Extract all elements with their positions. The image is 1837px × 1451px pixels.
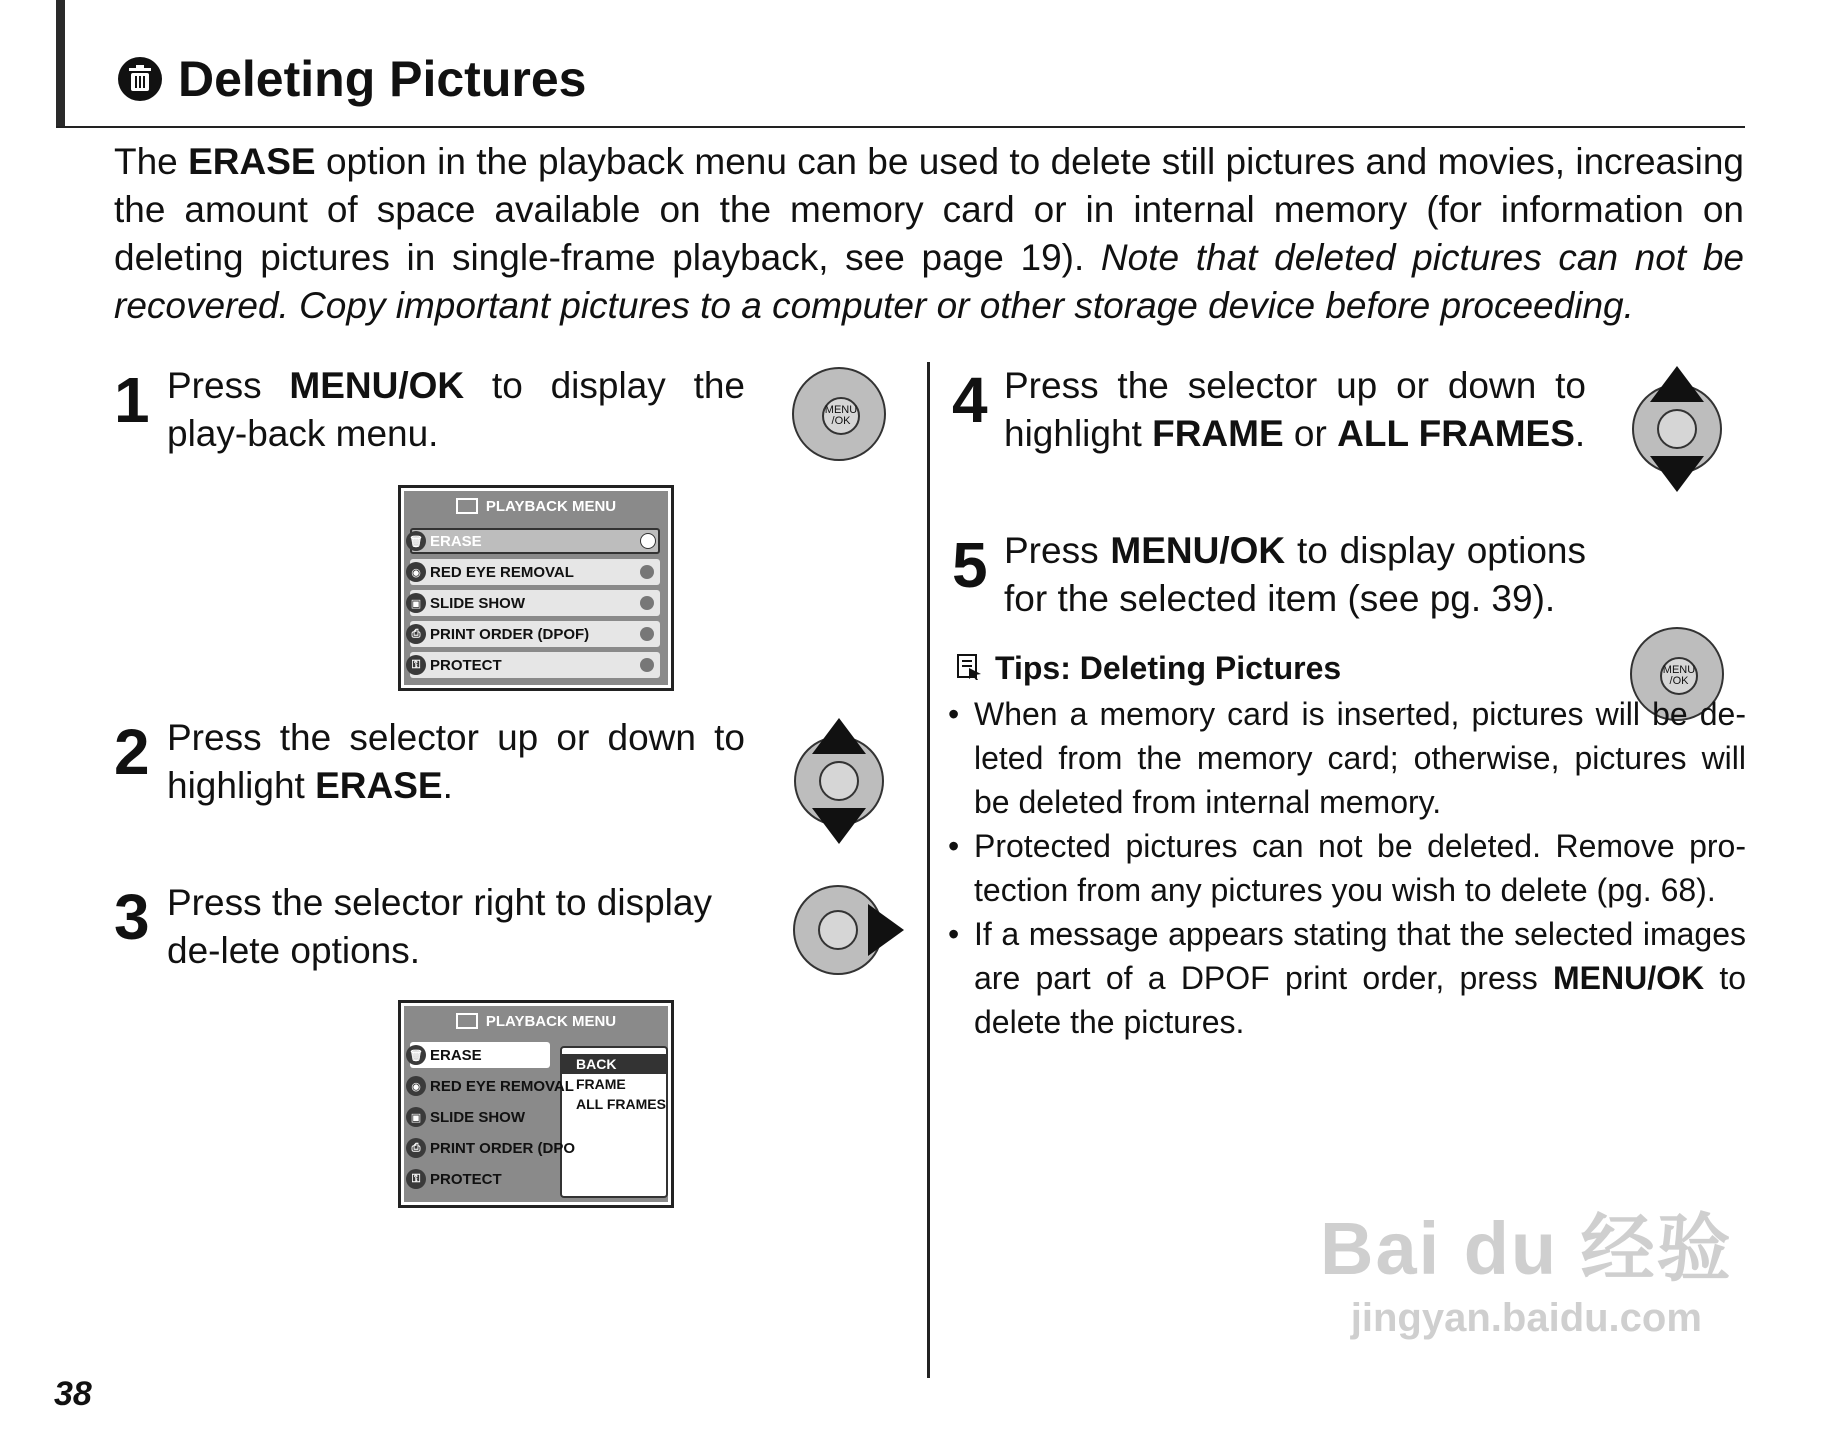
menu-item-erase[interactable]: 🗑 ERASE <box>410 1042 550 1068</box>
menu-item-protect[interactable]: ⚿ PROTECT <box>410 652 660 678</box>
tips-heading <box>955 650 1341 687</box>
trash-icon <box>118 57 162 101</box>
note-icon <box>955 652 983 685</box>
printer-icon: ⎙ <box>406 1138 426 1158</box>
tips-title: Tips: Deleting Pictures <box>995 650 1342 686</box>
page-title-text: Deleting Pictures <box>178 51 587 107</box>
arrow-right-icon <box>640 565 654 579</box>
slideshow-icon: ▣ <box>406 593 426 613</box>
title-side-bar <box>56 0 65 128</box>
tip-text: When a memory card is inserted, pictures will be de-leted from the memory card; otherwise, pictures will be deleted from internal memory. <box>974 696 1746 820</box>
list-item: • Protected pictures can not be deleted. Remove pro-tection from any pictures you wish to delete (pg. 68). <box>948 824 1746 912</box>
slideshow-icon: ▣ <box>406 1107 426 1127</box>
tips-list <box>948 692 1746 1044</box>
arrow-right-icon <box>640 533 656 549</box>
menu-item-protect[interactable]: ⚿ PROTECT <box>410 1166 560 1192</box>
playback-menu-screen <box>398 485 674 691</box>
step-4-number: 4 <box>952 364 988 436</box>
list-item: • If a message appears stating that the selected images are part of a DPOF print order, press MENU/OK to delete the pictures. <box>948 912 1746 1044</box>
step-5-text: Press MENU/OK to display options for the selected item (see pg. 39). <box>1004 530 1587 619</box>
key-icon: ⚿ <box>406 655 426 675</box>
title-rule <box>56 126 1745 128</box>
trash-icon: 🗑 <box>406 1045 426 1065</box>
step-2-number: 2 <box>114 716 150 788</box>
step-4-text: Press the selector up or down to highlight FRAME or ALL FRAMES. <box>1004 365 1586 454</box>
selector-right-icon <box>788 882 906 978</box>
list-item: • When a memory card is inserted, pictures will be de-leted from the memory card; otherwise, pictures will be deleted from internal memory. <box>948 692 1746 824</box>
play-icon <box>456 1013 478 1029</box>
step-2-text: Press the selector up or down to highlight ERASE. <box>167 717 745 806</box>
selector-up-down-icon <box>1628 364 1726 494</box>
tip-text: If a message appears stating that the selected images are part of a DPOF print order, press MENU/OK to delete the pictures. <box>974 916 1746 1040</box>
menu-item-red-eye[interactable]: ◉ RED EYE REMOVAL <box>410 1073 560 1099</box>
intro-paragraph: The ERASE option in the playback menu can be used to delete still pictures and movies, increasing the amount of space available on the memory card or in internal memory (for information on deleting pictures in single-frame playback, see page 19). Note that deleted pictures can not be recovered. Copy important pictures to a computer or other storage device before proceeding. <box>114 141 1744 326</box>
key-icon: ⚿ <box>406 1169 426 1189</box>
menu-item-print-order[interactable]: ⎙ PRINT ORDER (DPO <box>410 1135 560 1161</box>
step-3-number: 3 <box>114 881 150 953</box>
trash-icon: 🗑 <box>406 531 426 551</box>
step-1-number: 1 <box>114 364 150 436</box>
arrow-right-icon <box>640 596 654 610</box>
tip-text: Protected pictures can not be deleted. Remove pro-tection from any pictures you wish to delete (pg. 68). <box>974 828 1746 908</box>
step-3-text: Press the selector right to display de-lete options. <box>167 882 712 971</box>
menu-item-print-order[interactable]: ⎙ PRINT ORDER (DPOF) <box>410 621 660 647</box>
play-icon <box>456 498 478 514</box>
arrow-right-icon <box>640 627 654 641</box>
submenu-item-all-frames[interactable]: ALL FRAMES <box>576 1096 666 1112</box>
column-divider <box>927 362 930 1378</box>
erase-options-screen <box>398 1000 674 1208</box>
erase-submenu <box>560 1046 668 1198</box>
selector-dial-icon: MENU /OK <box>1630 627 1724 721</box>
menu-item-slide-show[interactable]: ▣ SLIDE SHOW <box>410 1104 560 1130</box>
submenu-item-frame[interactable]: FRAME <box>576 1076 626 1092</box>
eye-icon: ◉ <box>406 562 426 582</box>
selector-dial-icon: MENU /OK <box>792 367 886 461</box>
menu-item-slide-show[interactable]: ▣ SLIDE SHOW <box>410 590 660 616</box>
playback-menu-header: PLAYBACK MENU <box>404 491 668 521</box>
step-1-text: Press MENU/OK to display the play-back menu. <box>167 365 746 454</box>
submenu-item-back[interactable]: BACK <box>562 1054 666 1074</box>
playback-menu-header: PLAYBACK MENU <box>404 1006 668 1036</box>
printer-icon: ⎙ <box>406 624 426 644</box>
selector-up-down-icon <box>790 716 888 846</box>
page-title <box>118 50 586 108</box>
eye-icon: ◉ <box>406 1076 426 1096</box>
baidu-watermark: Bai du 经验 jingyan.baidu.com <box>1320 1207 1733 1340</box>
page-number: 38 <box>54 1375 92 1413</box>
menu-item-red-eye[interactable]: ◉ RED EYE REMOVAL <box>410 559 660 585</box>
arrow-right-icon <box>640 658 654 672</box>
step-5-number: 5 <box>952 529 988 601</box>
menu-item-erase[interactable]: 🗑 ERASE <box>410 528 660 554</box>
